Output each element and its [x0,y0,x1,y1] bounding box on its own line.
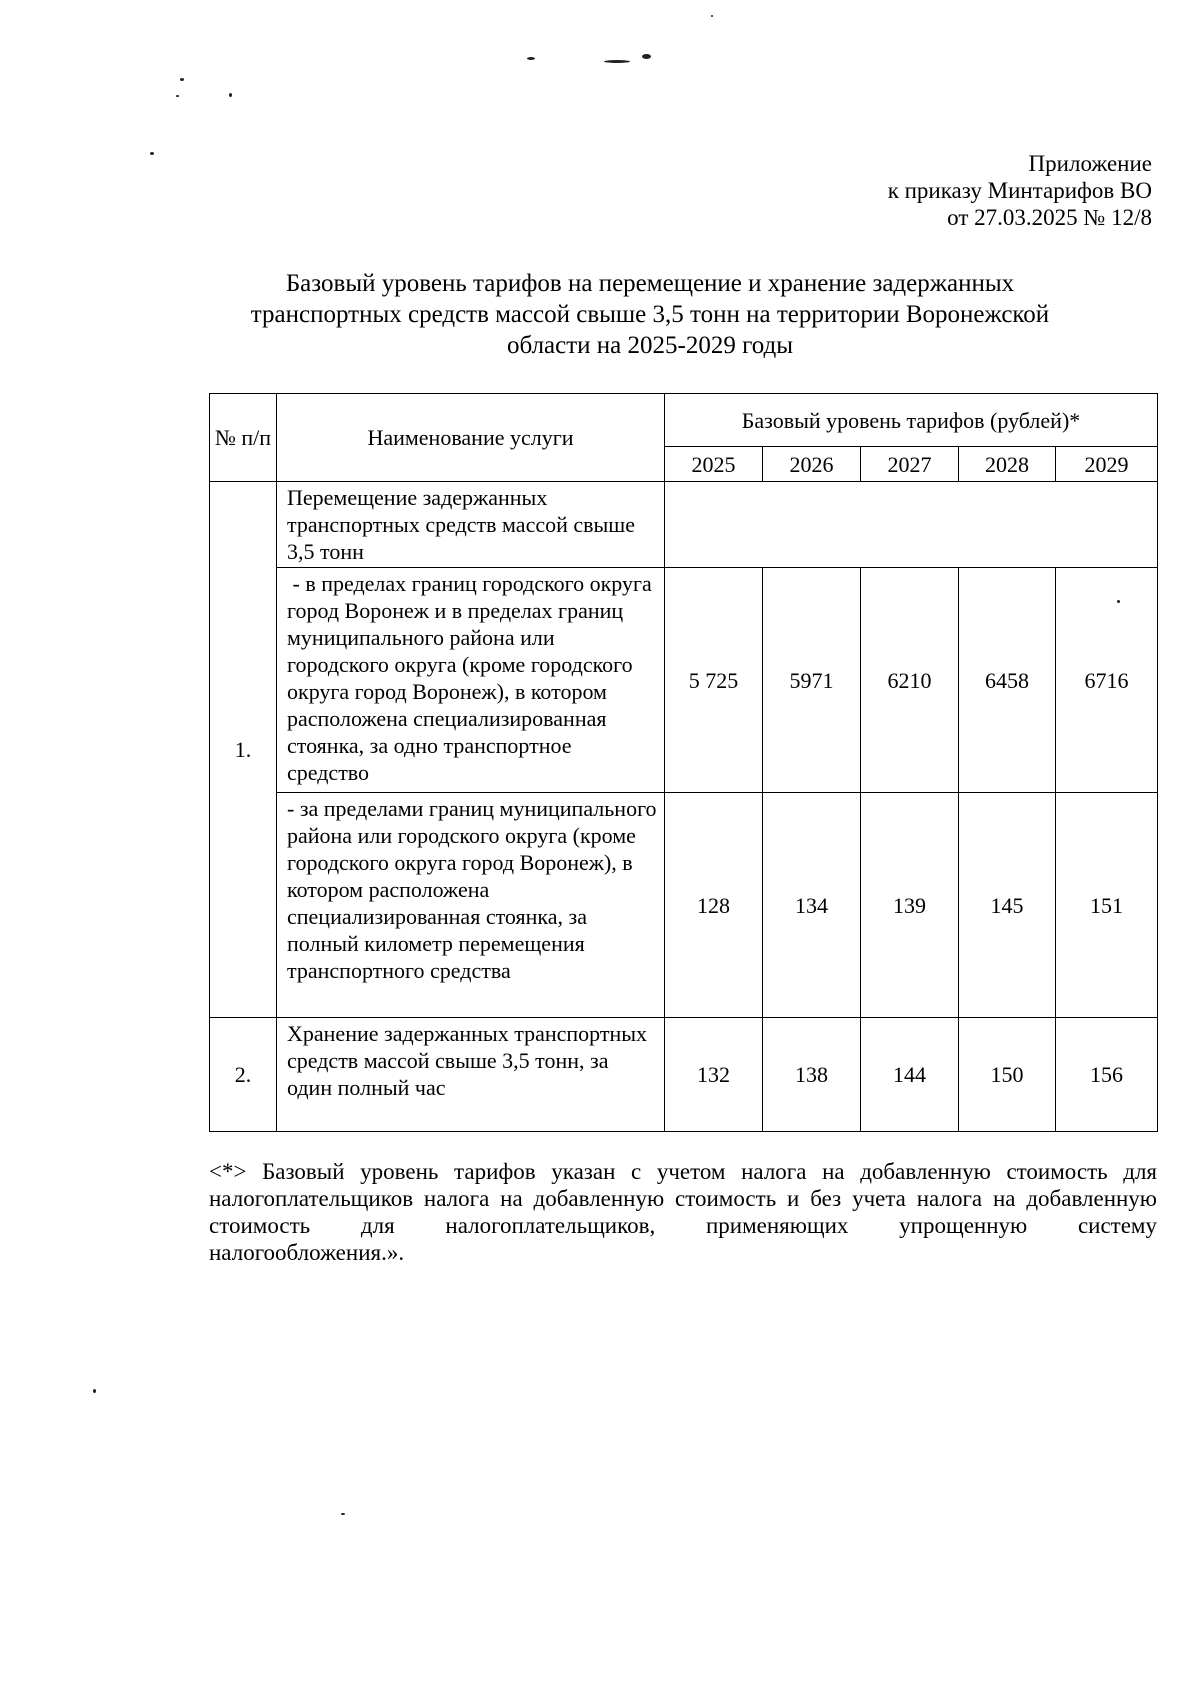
scan-speck [93,1389,96,1393]
header-number: № п/п [210,394,277,482]
tariff-value: 150 [959,1018,1056,1132]
tariff-value: 144 [861,1018,959,1132]
table-row [210,793,1158,1018]
scan-speck [341,1513,345,1515]
scan-speck [711,15,713,17]
scan-speck [642,54,651,59]
appendix-line: Приложение [1028,151,1152,176]
empty-cell [665,482,1158,568]
tariff-value: 6716 [1056,568,1158,793]
scan-speck [527,57,535,60]
tariff-value: 5 725 [665,568,763,793]
header-tariff-level: Базовый уровень тарифов (рублей)* [665,394,1158,447]
service-name: - в пределах границ городского округа город Воронеж и в пределах границ муниципального района или городского округа (кроме городского округа город Воронеж), в котором расположена специализированная стоянка, за одно транспортное средство [277,568,665,793]
footnote [209,1158,1157,1266]
title-line: транспортных средств массой свыше 3,5 тонн на территории Воронежской [250,301,1050,328]
appendix-line: от 27.03.2025 № 12/8 [947,205,1152,230]
tariff-value: 145 [959,793,1056,1018]
tariff-table [209,393,1158,1132]
tariff-value: 128 [665,793,763,1018]
table-row [210,1018,1158,1132]
header-service-name: Наименование услуги [277,394,665,482]
scan-speck [176,95,179,97]
appendix-header [732,150,1152,231]
tariff-value: 5971 [763,568,861,793]
header-year: 2025 [665,447,763,482]
tariff-value: 151 [1056,793,1158,1018]
scan-speck [180,78,184,81]
title-line: области на 2025-2029 годы [506,332,794,359]
tariff-value: 6458 [959,568,1056,793]
footnote-line: налогообложения.». [209,1240,405,1265]
scan-speck [229,93,232,97]
tariff-value: 6210 [861,568,959,793]
header-year: 2026 [763,447,861,482]
footnote-line: налогоплательщиков налога на добавленную стоимость и без учета налога на добавленную [209,1186,1157,1211]
tariff-value: 134 [763,793,861,1018]
table-row [210,482,1158,568]
tariff-value: 139 [861,793,959,1018]
table-row [210,568,1158,793]
service-name: - за пределами границ муниципального района или городского округа (кроме городского округа город Воронеж), в котором расположена специализированная стоянка, за полный километр перемещения транспортного средства [277,793,665,1018]
row-number: 2. [210,1018,277,1132]
appendix-line: к приказу Минтарифов ВО [887,178,1152,203]
tariff-value: 138 [763,1018,861,1132]
document-title [200,268,1100,361]
scan-speck [150,152,154,155]
tariff-value: 156 [1056,1018,1158,1132]
scan-speck [604,60,630,63]
header-year: 2029 [1056,447,1158,482]
header-year: 2027 [861,447,959,482]
service-name: Хранение задержанных транспортных средств массой свыше 3,5 тонн, за один полный час [277,1018,665,1132]
row-number: 1. [210,482,277,1018]
footnote-line: <*> Базовый уровень тарифов указан с учетом налога на добавленную стоимость для [209,1159,1157,1184]
header-year: 2028 [959,447,1056,482]
title-line: Базовый уровень тарифов на перемещение и хранение задержанных [285,270,1015,297]
footnote-line: стоимость для налогоплательщиков, применяющих упрощенную систему [209,1213,1157,1238]
tariff-value: 132 [665,1018,763,1132]
service-group-name: Перемещение задержанных транспортных средств массой свыше 3,5 тонн [277,482,665,568]
